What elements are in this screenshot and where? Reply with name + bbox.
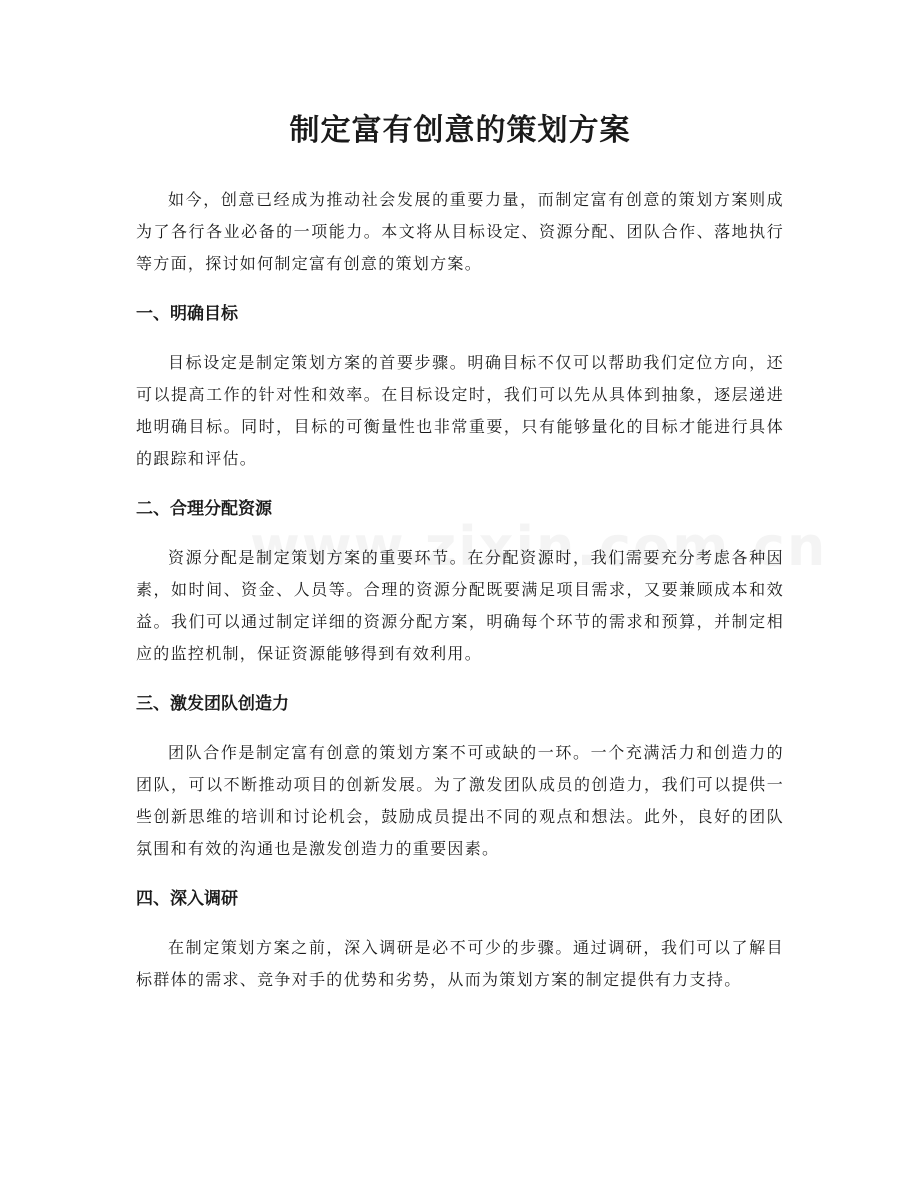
section-body-research: 在制定策划方案之前，深入调研是必不可少的步骤。通过调研，我们可以了解目标群体的需求、竞争对手的优势和劣势，从而为策划方案的制定提供有力支持。 — [136, 938, 784, 989]
section-heading-team: 三、激发团队创造力 — [136, 694, 289, 714]
section-heading-resources: 二、合理分配资源 — [136, 499, 272, 519]
section-heading-research: 四、深入调研 — [136, 889, 238, 909]
section-body-resources: 资源分配是制定策划方案的重要环节。在分配资源时，我们需要充分考虑各种因素，如时间、资金、人员等。合理的资源分配既要满足项目需求，又要兼顾成本和效益。我们可以通过制定详细的资源分配方案，明确每个环节的需求和预算，并制定相应的监控机制，保证资源能够得到有效利用。 — [136, 548, 784, 663]
intro-paragraph: 如今，创意已经成为推动社会发展的重要力量，而制定富有创意的策划方案则成为了各行各业必备的一项能力。本文将从目标设定、资源分配、团队合作、落地执行等方面，探讨如何制定富有创意的策划方案。 — [136, 190, 784, 273]
section-body-goals: 目标设定是制定策划方案的首要步骤。明确目标不仅可以帮助我们定位方向，还可以提高工作的针对性和效率。在目标设定时，我们可以先从具体到抽象，逐层递进地明确目标。同时，目标的可衡量性也非常重要，只有能够量化的目标才能进行具体的跟踪和评估。 — [136, 353, 784, 468]
section-heading-goals: 一、明确目标 — [136, 304, 238, 324]
section-body-team: 团队合作是制定富有创意的策划方案不可或缺的一环。一个充满活力和创造力的团队，可以不断推动项目的创新发展。为了激发团队成员的创造力，我们可以提供一些创新思维的培训和讨论机会，鼓励成员提出不同的观点和想法。此外，良好的团队氛围和有效的沟通也是激发创造力的重要因素。 — [136, 743, 784, 858]
document-body — [136, 184, 784, 996]
document-title: 制定富有创意的策划方案 — [289, 113, 631, 148]
